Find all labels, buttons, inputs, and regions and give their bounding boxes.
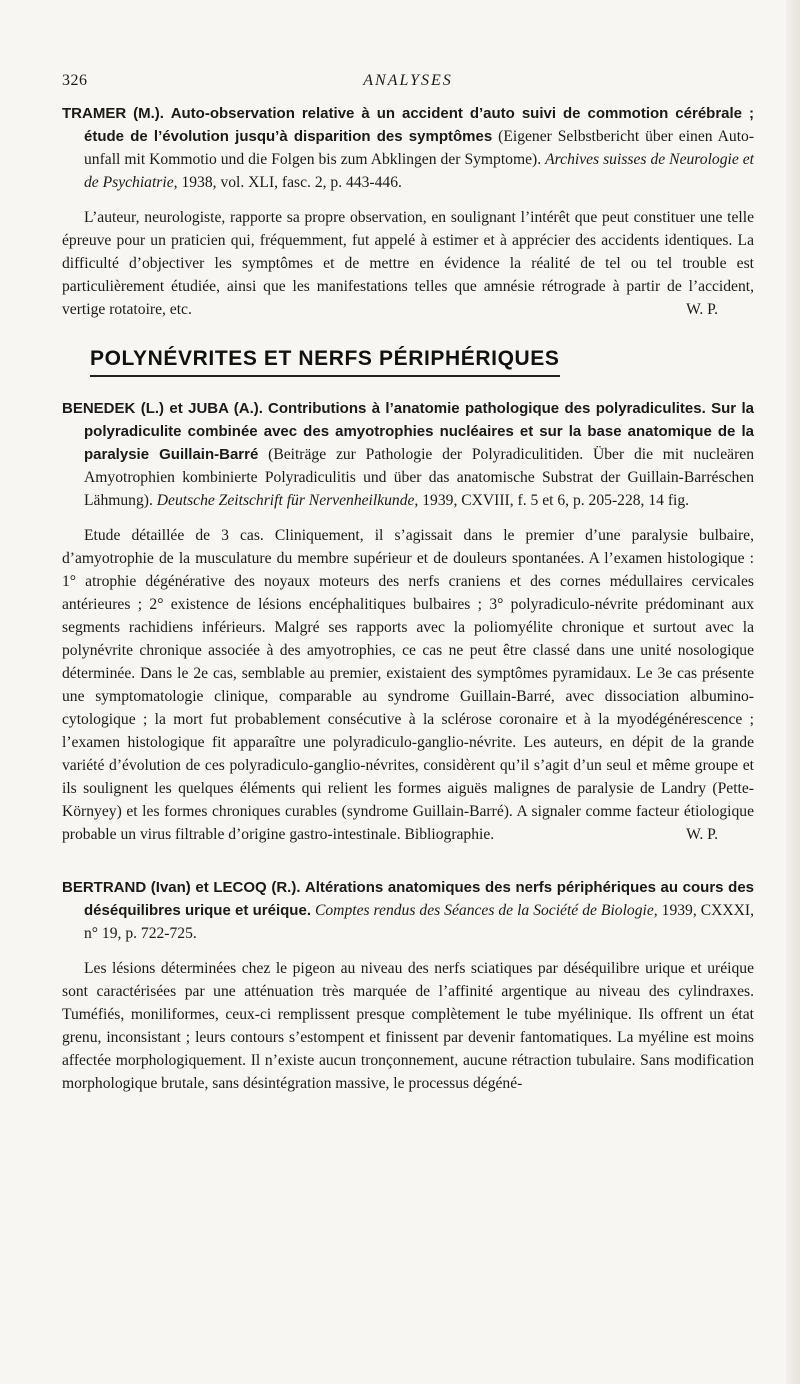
- journal-page: [62, 68, 754, 1095]
- citation-subtitle: (Beiträge zur Pathologie der Polyradiculitiden. Über die mit nucleären Amyotrophien kombinierte Polyradiculitis und über das anatomische Substrat der Guillain-Barréschen Lähmung).: [84, 446, 754, 509]
- reviewer-signature: W. P.: [686, 826, 718, 843]
- page-number: 326: [62, 72, 88, 89]
- citation-subtitle: (Eigener Selbstbericht über einen Auto-unfall mit Kommotio und die Folgen bis zum Abklingen der Symptome).: [84, 128, 755, 168]
- abstract-entry-benedek: [62, 397, 754, 846]
- citation-authors: BERTRAND (Ivan) et LECOQ (R.).: [62, 879, 301, 896]
- citation-details: 1938, vol. XLI, fasc. 2, p. 443-446.: [181, 174, 402, 191]
- citation-title: Contributions à l’anatomie pathologique des polyradiculites. Sur la polyradiculite combinée avec des amyotrophies nucléaires et sur la base anatomique de la paralysie Guillain-Barré: [84, 400, 754, 463]
- citation-authors: BENEDEK (L.) et JUBA (A.).: [62, 400, 263, 417]
- abstract-entry-tramer: [62, 102, 754, 321]
- citation-authors: TRAMER (M.).: [62, 105, 164, 122]
- reviewer-signature: W. P.: [686, 301, 718, 318]
- citation-journal: Archives suisses de Neurologie et de Psychiatrie,: [84, 151, 755, 191]
- section: [62, 321, 754, 1095]
- summary-text: L’auteur, neurologiste, rapporte sa propre observation, en soulignant l’intérêt que peut constituer une telle épreuve pour un praticien qui, fréquemment, fut appelé à estimer et à apprécier des accidents identiques. La difficulté d’objectiver les symptômes et de mettre en évidence la réalité de tel ou tel trouble est particulièrement étudiée, ainsi que les manifestations telles que amnésie rétrograde à partir de l’accident, vertige rotatoire, etc.: [62, 209, 754, 318]
- summary-text: Les lésions déterminées chez le pigeon au niveau des nerfs sciatiques par déséquilibre urique et uréique sont caractérisées par une atténuation très marquée de l’affinité argentique au niveau des cylindraxes. Tuméfiés, moniliformes, ceux-ci remplissent presque complètement le tube myélinique. Ils offrent un état grenu, inconsistant ; leurs contours s’estompent et finissent par devenir fantomatiques. La myéline est moins affectée morphologiquement. Il n’existe aucun tronçonnement, aucune rétraction tubulaire. Sans modification morphologique brutale, sans désintégration massive, le processus dégéné-: [62, 960, 754, 1092]
- citation: [62, 876, 754, 945]
- running-head: [62, 68, 754, 94]
- abstract-entry-bertrand: [62, 876, 754, 1095]
- abstract-summary: [62, 206, 754, 321]
- citation-journal: Comptes rendus des Séances de la Société de Biologie,: [314, 902, 658, 919]
- running-head-title: ANALYSES: [363, 72, 453, 89]
- citation-title: Auto-observation relative à un accident d’auto suivi de commotion cérébrale ; étude de l’évolution jusqu’à disparition des symptômes: [84, 105, 754, 145]
- abstract-summary: [62, 524, 754, 846]
- page-edge-shadow: [786, 0, 800, 1384]
- citation: [62, 102, 754, 194]
- citation-title: Altérations anatomiques des nerfs périphériques au cours des déséquilibres urique et uréique.: [84, 879, 754, 919]
- citation: [62, 397, 754, 512]
- section-heading: POLYNÉVRITES ET NERFS PÉRIPHÉRIQUES: [90, 347, 560, 377]
- abstract-summary: [62, 957, 754, 1095]
- citation-details: 1939, CXXXI, n° 19, p. 722-725.: [84, 902, 755, 942]
- summary-text: Etude détaillée de 3 cas. Cliniquement, il s’agissait dans le premier d’une paralysie bulbaire, d’amyotrophie de la musculature du membre supérieur et de douleurs spontanées. A l’examen histologique : 1° atrophie dégénérative des noyaux moteurs des nerfs craniens et des cornes médullaires cervicales antérieures ; 2° existence de lésions encéphalitiques bulbaires ; 3° polyradiculo-névrite prédominant aux segments rachidiens inférieurs. Malgré ses rapports avec la poliomyélite chronique et surtout avec la polynévrite chronique associée à des amyotrophies, ce cas ne peut être classé dans une unité nosologique déterminée. Dans le 2e cas, semblable au premier, existaient des symptômes pyramidaux. Le 3e cas présente une symptomatologie clinique, comparable au syndrome Guillain-Barré, avec dissociation albumino-cytologique ; la mort fut probablement consécutive à la sclérose coronaire et à la myodégénérescence ; l’examen histologique fit apparaître une polyradiculo-ganglio-névrite. Les auteurs, en dépit de la grande variété d’évolution de ces polyradiculo-ganglio-névrites, considèrent qu’il s’agit d’un seul et même groupe et ils soulignent les quelques éléments qui relient les formes aiguës malignes de paralysie de Landry (Pette-Környey) et les formes chroniques curables (syndrome Guillain-Barré). A signaler comme facteur étiologique probable un virus filtrable d’origine gastro-intestinale. Bibliographie.: [62, 527, 754, 843]
- citation-details: 1939, CXVIII, f. 5 et 6, p. 205-228, 14 fig.: [422, 492, 690, 509]
- citation-journal: Deutsche Zeitschrift für Nervenheilkunde,: [156, 492, 419, 509]
